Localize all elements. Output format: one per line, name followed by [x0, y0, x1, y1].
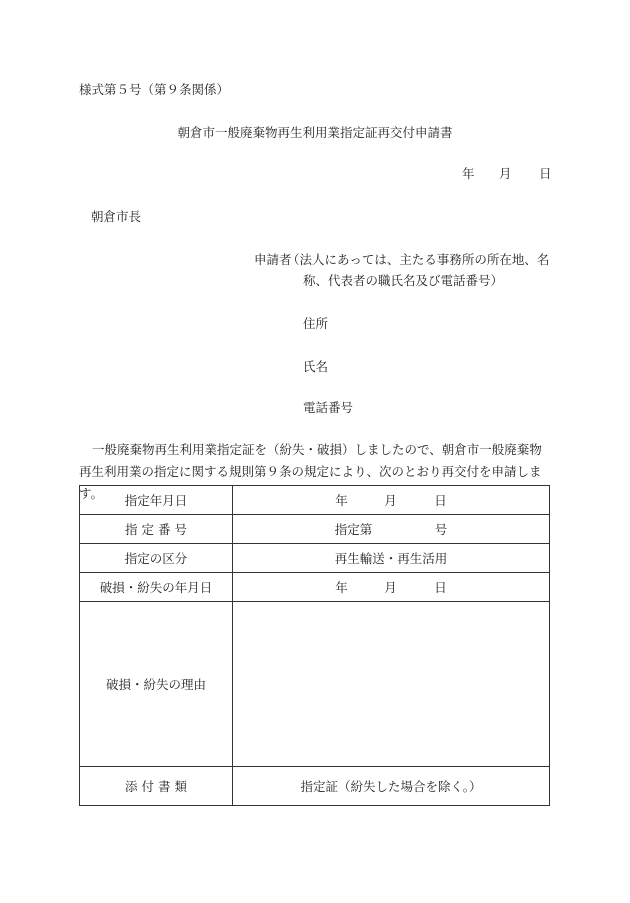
- damage-day: 日: [434, 580, 447, 595]
- document-title: 朝倉市一般廃棄物再生利用業指定証再交付申請書: [177, 125, 453, 140]
- designation-month: 月: [384, 493, 397, 508]
- designation-category-label: 指定の区分: [80, 544, 233, 573]
- table-row: [80, 486, 550, 515]
- designation-day: 日: [434, 493, 447, 508]
- addressee: 朝倉市長: [91, 209, 142, 224]
- damage-loss-date-label: 破損・紛失の年月日: [80, 573, 233, 602]
- phone-label: 電話番号: [303, 400, 354, 415]
- applicant-note-line2: 称、代表者の職氏名及び電話番号）: [303, 273, 504, 288]
- application-statement: 一般廃棄物再生利用業指定証を（紛失・破損）しましたので、朝倉市一般廃棄物再生利用業の指定に関する規則第９条の規定により、次のとおり再交付を申請します。: [79, 442, 542, 501]
- form-number: 様式第５号（第９条関係）: [79, 82, 230, 97]
- damage-year: 年: [335, 580, 348, 595]
- name-label: 氏名: [303, 359, 329, 374]
- designation-number-value: [233, 515, 550, 544]
- application-date: [462, 164, 552, 182]
- designation-year: 年: [335, 493, 348, 508]
- details-table: [79, 485, 550, 806]
- damage-month: 月: [384, 580, 397, 595]
- table-row: [80, 602, 550, 767]
- date-day: 日: [539, 166, 552, 181]
- attachments-label: 添 付 書 類: [80, 767, 233, 806]
- table-row: [80, 515, 550, 544]
- table-row: [80, 544, 550, 573]
- designation-number-suffix: 号: [434, 522, 448, 537]
- attachments-value: 指定証（紛失した場合を除く。）: [233, 767, 550, 806]
- applicant-label: 申請者: [254, 252, 292, 267]
- table-row: [80, 767, 550, 806]
- applicant-note-line1: （法人にあっては、主たる事務所の所在地、名: [287, 252, 550, 267]
- designation-date-label: 指定年月日: [80, 486, 233, 515]
- designation-number-prefix: 指定第: [334, 522, 373, 537]
- table-row: [80, 573, 550, 602]
- damage-loss-reason-label: 破損・紛失の理由: [80, 602, 233, 767]
- designation-date-value: [233, 486, 550, 515]
- designation-number-label: 指 定 番 号: [80, 515, 233, 544]
- address-label: 住所: [303, 316, 329, 331]
- date-month: 月: [499, 166, 512, 181]
- date-year: 年: [462, 166, 475, 181]
- damage-loss-date-value: [233, 573, 550, 602]
- damage-loss-reason-field[interactable]: [233, 602, 550, 767]
- designation-category-value: 再生輸送・再生活用: [233, 544, 550, 573]
